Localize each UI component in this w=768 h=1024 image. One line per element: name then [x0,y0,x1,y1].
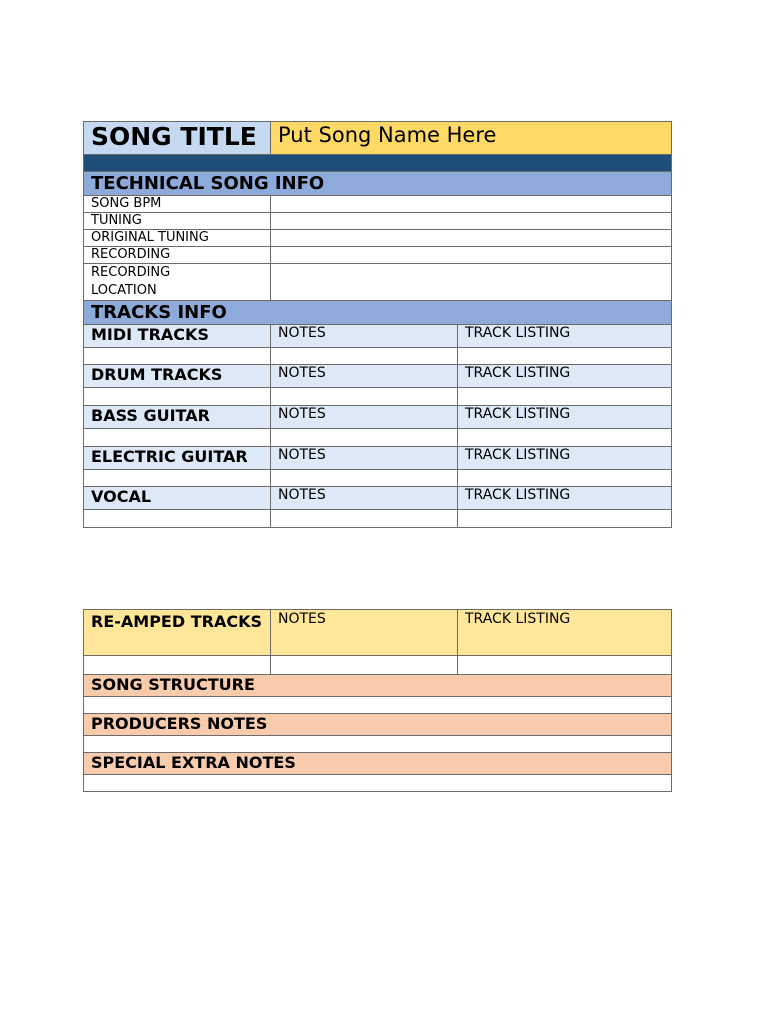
notes-label: NOTES [271,325,458,348]
track-header-drum [84,365,672,388]
song-info-sheet [83,121,672,528]
technical-song-info-heading: TECHNICAL SONG INFO [84,172,672,196]
tech-value-original-tuning[interactable] [271,230,672,247]
listing-entry-cell[interactable] [458,656,672,675]
notes-sheet [83,609,672,792]
notes-label: NOTES [271,365,458,388]
song-title-label: SONG TITLE [84,122,271,155]
notes-entry-cell[interactable] [271,470,458,487]
producers-notes-row [84,714,672,736]
special-extra-notes-entry-row [84,775,672,792]
track-entry-cell[interactable] [84,656,271,675]
tech-row-recording-location [84,264,672,301]
track-listing-label: TRACK LISTING [458,325,672,348]
notes-entry-cell[interactable] [271,429,458,447]
producers-notes-entry-row [84,736,672,753]
listing-entry-cell[interactable] [458,429,672,447]
track-listing-label: TRACK LISTING [458,447,672,470]
tech-row-original-tuning [84,230,672,247]
track-entry-row [84,510,672,528]
song-structure-heading: SONG STRUCTURE [84,675,672,697]
song-structure-entry[interactable] [84,697,672,714]
tech-label-song-bpm: SONG BPM [84,196,271,213]
notes-label: NOTES [271,447,458,470]
track-header-electric-guitar [84,447,672,470]
divider-band [84,155,672,172]
track-listing-label: TRACK LISTING [458,406,672,429]
tech-label-recording: RECORDING [84,247,271,264]
song-title-row [84,122,672,155]
track-entry-row [84,388,672,406]
notes-label: NOTES [271,406,458,429]
header-divider-band [84,155,672,172]
track-entry-row [84,348,672,365]
tracks-info-heading: TRACKS INFO [84,301,672,325]
tech-value-tuning[interactable] [271,213,672,230]
notes-label: NOTES [271,610,458,656]
reamped-entry-row [84,656,672,675]
tech-value-song-bpm[interactable] [271,196,672,213]
track-label-electric-guitar: ELECTRIC GUITAR [84,447,271,470]
track-header-bass [84,406,672,429]
listing-entry-cell[interactable] [458,388,672,406]
listing-entry-cell[interactable] [458,348,672,365]
tech-label-recording-location: RECORDING LOCATION [84,264,271,301]
track-listing-label: TRACK LISTING [458,487,672,510]
song-title-input[interactable]: Put Song Name Here [271,122,672,155]
notes-label: NOTES [271,487,458,510]
special-extra-notes-entry[interactable] [84,775,672,792]
track-entry-cell[interactable] [84,470,271,487]
track-entry-cell[interactable] [84,348,271,365]
track-entry-cell[interactable] [84,510,271,528]
track-label-bass: BASS GUITAR [84,406,271,429]
tech-value-recording[interactable] [271,247,672,264]
track-entry-cell[interactable] [84,429,271,447]
producers-notes-entry[interactable] [84,736,672,753]
track-listing-label: TRACK LISTING [458,610,672,656]
technical-heading-row [84,172,672,196]
notes-entry-cell[interactable] [271,656,458,675]
song-structure-row [84,675,672,697]
track-listing-label: TRACK LISTING [458,365,672,388]
special-extra-notes-row [84,753,672,775]
notes-entry-cell[interactable] [271,388,458,406]
reamped-tracks-label: RE-AMPED TRACKS [84,610,271,656]
tech-row-tuning [84,213,672,230]
track-entry-row [84,429,672,447]
special-extra-notes-heading: SPECIAL EXTRA NOTES [84,753,672,775]
track-label-vocal: VOCAL [84,487,271,510]
track-header-vocal [84,487,672,510]
track-header-midi [84,325,672,348]
track-label-midi: MIDI TRACKS [84,325,271,348]
reamped-header-row [84,610,672,656]
tracks-heading-row [84,301,672,325]
notes-entry-cell[interactable] [271,348,458,365]
track-entry-cell[interactable] [84,388,271,406]
tech-label-original-tuning: ORIGINAL TUNING [84,230,271,247]
tech-label-tuning: TUNING [84,213,271,230]
notes-entry-cell[interactable] [271,510,458,528]
tech-value-recording-location[interactable] [271,264,672,301]
track-entry-row [84,470,672,487]
tech-row-song-bpm [84,196,672,213]
listing-entry-cell[interactable] [458,510,672,528]
song-structure-entry-row [84,697,672,714]
track-label-drum: DRUM TRACKS [84,365,271,388]
tech-row-recording [84,247,672,264]
listing-entry-cell[interactable] [458,470,672,487]
producers-notes-heading: PRODUCERS NOTES [84,714,672,736]
